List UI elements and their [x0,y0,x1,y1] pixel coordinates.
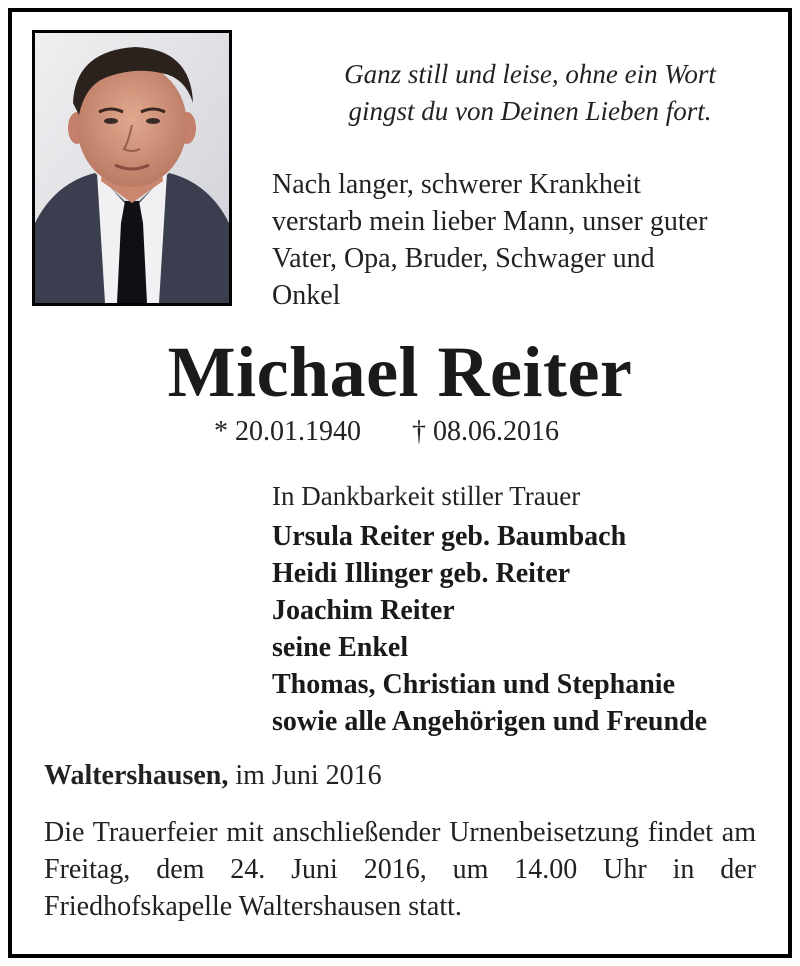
death-date: † 08.06.2016 [412,416,559,447]
announcement-line: Vater, Opa, Bruder, Schwager und [272,243,655,274]
mourners-intro: In Dankbarkeit stiller Trauer [272,481,581,511]
announcement-line: verstarb mein lieber Mann, unser guter [272,206,708,237]
mourner-name: Ursula Reiter geb. Baumbach [272,521,627,552]
verse [270,56,790,130]
portrait-photo [32,30,232,306]
mourner-name: seine Enkel [272,632,409,663]
birth-date: * 20.01.1940 [214,416,361,447]
verse-line: gingst du von Deinen Lieben fort. [348,96,712,126]
mourner-name: sowie alle Angehörigen und Freunde [272,706,708,737]
deceased-name: Michael Reiter [167,332,633,412]
life-dates [214,414,559,450]
mourners-list [272,518,707,740]
announcement-line: Nach langer, schwerer Krankheit [272,169,641,200]
ceremony-notice: Die Trauerfeier mit anschließender Urnenbeisetzung findet am Freitag, dem 24. Juni 2016, um 14.00 Uhr in der Friedhofskapelle Waltershausen statt. [44,817,756,922]
place-date: im Juni 2016 [228,760,382,791]
announcement-line: Onkel [272,280,341,311]
verse-line: Ganz still und leise, ohne ein Wort [344,59,716,89]
place-and-date [44,758,382,794]
mourner-name: Heidi Illinger geb. Reiter [272,558,571,589]
mourner-name: Joachim Reiter [272,595,455,626]
place-town: Waltershausen, [44,760,229,791]
mourner-name: Thomas, Christian und Stephanie [272,669,676,700]
announcement-text [272,166,772,314]
